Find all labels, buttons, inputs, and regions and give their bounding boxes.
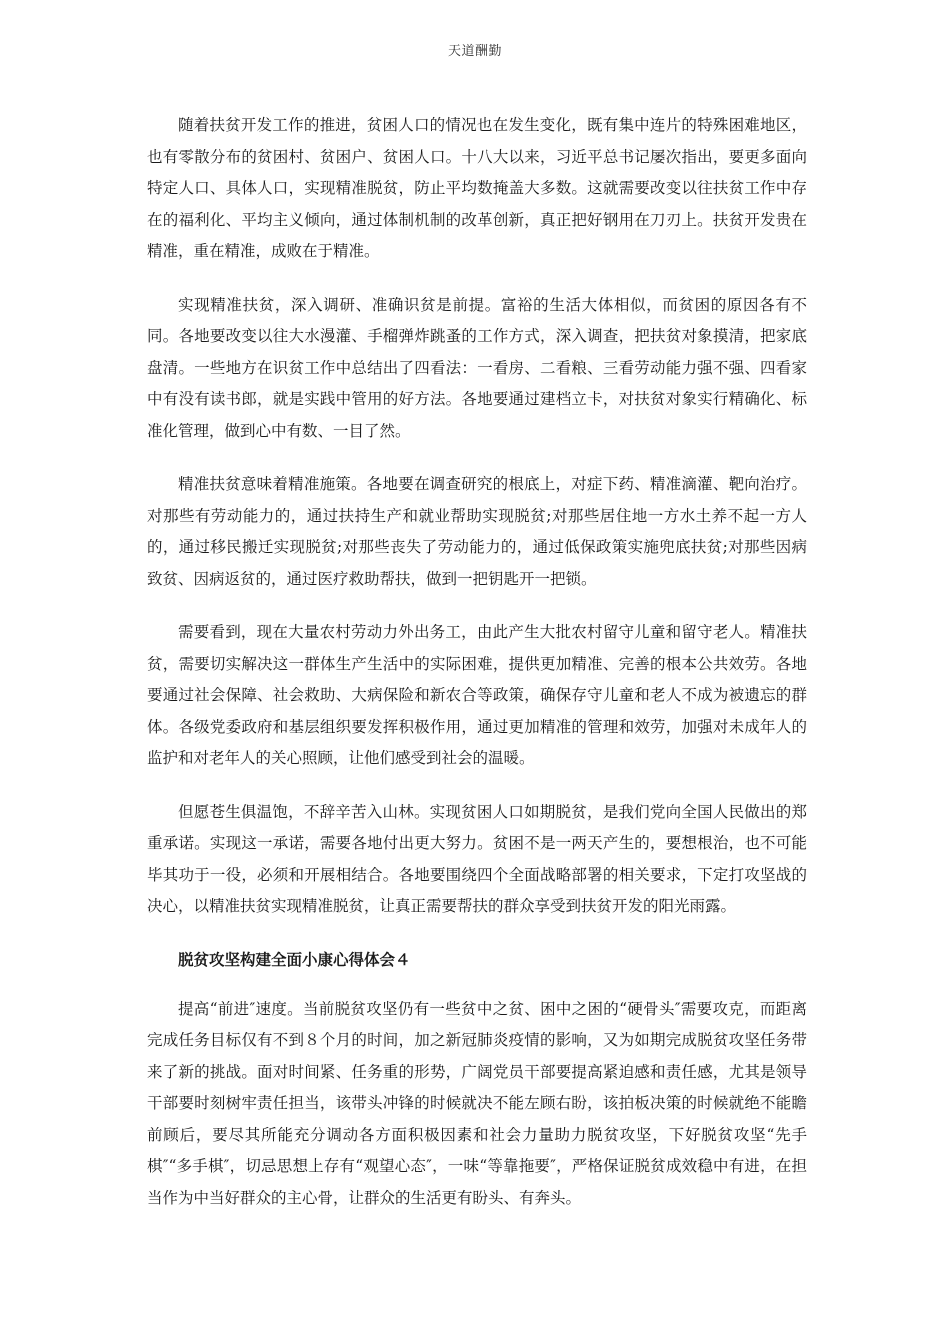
page-header: 天道酬勤 <box>447 44 502 59</box>
paragraph-6: 提高“前进″速度。当前脱贫攻坚仍有一些贫中之贫、困中之困的“硬骨头″需要攻克，而距离完成任务目标仅有不到８个月的时间，加之新冠肺炎疫情的影响，又为如期完成脱贫攻坚任务带来了新的挑战。面对时间紧、任务重的形势，广阔党员干部要提高紧迫感和责任感，尤其是领导干部要时刻树牢责任担当，该带头冲锋的时候就决不能左顾右盼，该拍板决策的时候就绝不能瞻前顾后，要尽其所能充分调动各方面积极因素和社会力量助力脱贫攻坚，下好脱贫攻坚“先手棋″“多手棋″，切忌思想上存有“观望心态″，一味“等靠拖要″，严格保证脱贫成效稳中有进，在担当作为中当好群众的主心骨，让群众的生活更有盼头、有奔头。 <box>147 999 807 1207</box>
paragraph-1: 随着扶贫开发工作的推进，贫困人口的情况也在发生变化，既有集中连片的特殊困难地区，也有零散分布的贫困村、贫困户、贫困人口。十八大以来，习近平总书记屡次指出，要更多面向特定人口、具体人口，实现精准脱贫，防止平均数掩盖大多数。这就需要改变以往扶贫工作中存在的福利化、平均主义倾向，通过体制机制的改革创新，真正把好钢用在刀刃上。扶贫开发贵在精准，重在精准，成败在于精准。 <box>147 116 807 260</box>
document-body <box>147 110 807 1236</box>
paragraph-5: 但愿苍生俱温饱，不辞辛苦入山林。实现贫困人口如期脱贫，是我们党向全国人民做出的郑重承诺。实现这一承诺，需要各地付出更大努力。贫困不是一两天产生的，要想根治，也不可能毕其功于一役，必须和开展相结合。各地要围绕四个全面战略部署的相关要求，下定打攻坚战的决心，以精准扶贫实现精准脱贫，让真正需要帮扶的群众享受到扶贫开发的阳光雨露。 <box>147 802 807 915</box>
paragraph-3: 精准扶贫意味着精准施策。各地要在调查研究的根底上，对症下药、精准滴灌、靶向治疗。对那些有劳动能力的，通过扶持生产和就业帮助实现脱贫;对那些居住地一方水土养不起一方人的，通过移民搬迁实现脱贫;对那些丧失了劳动能力的，通过低保政策实施兜底扶贫;对那些因病致贫、因病返贫的，通过医疗救助帮扶，做到一把钥匙开一把锁。 <box>147 475 807 588</box>
section-heading: 脱贫攻坚构建全面小康心得体会４ <box>178 950 411 969</box>
paragraph-4: 需要看到，现在大量农村劳动力外出务工，由此产生大批农村留守儿童和留守老人。精准扶贫，需要切实解决这一群体生产生活中的实际困难，提供更加精准、完善的根本公共效劳。各地要通过社会保障、社会救助、大病保险和新农合等政策，确保存守儿童和老人不成为被遗忘的群体。各级党委政府和基层组织要发挥积极作用，通过更加精准的管理和效劳，加强对未成年人的监护和对老年人的关心照顾，让他们感受到社会的温暖。 <box>147 623 807 767</box>
paragraph-2: 实现精准扶贫，深入调研、准确识贫是前提。富裕的生活大体相似，而贫困的原因各有不同。各地要改变以往大水漫灌、手榴弹炸跳蚤的工作方式，深入调查，把扶贫对象摸清，把家底盘清。一些地方在识贫工作中总结出了四看法：一看房、二看粮、三看劳动能力强不强、四看家中有没有读书郎，就是实践中管用的好方法。各地要通过建档立卡，对扶贫对象实行精确化、标准化管理，做到心中有数、一目了然。 <box>147 295 807 440</box>
